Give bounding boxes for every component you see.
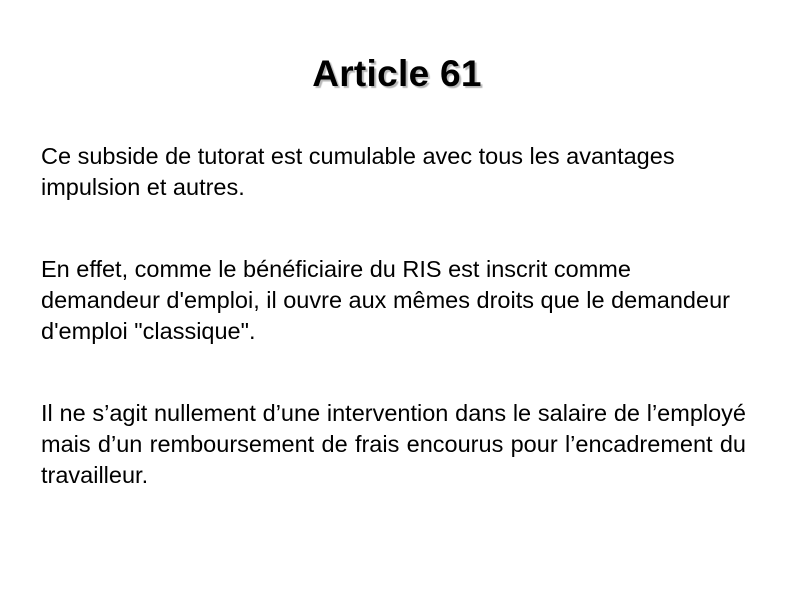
paragraph-demandeur-emploi: En effet, comme le bénéficiaire du RIS est inscrit comme demandeur d'emploi, il ouvre aux mêmes droits que le demandeur d'emploi "classique". <box>41 256 730 344</box>
paragraph-remboursement: Il ne s’agit nullement d’une intervention dans le salaire de l’employé mais d’un remboursement de frais encourus pour l’encadrement du travailleur. <box>41 400 746 488</box>
paragraph-cumulable: Ce subside de tutorat est cumulable avec tous les avantages impulsion et autres. <box>41 143 675 200</box>
slide-title: Article 61 <box>312 53 482 94</box>
